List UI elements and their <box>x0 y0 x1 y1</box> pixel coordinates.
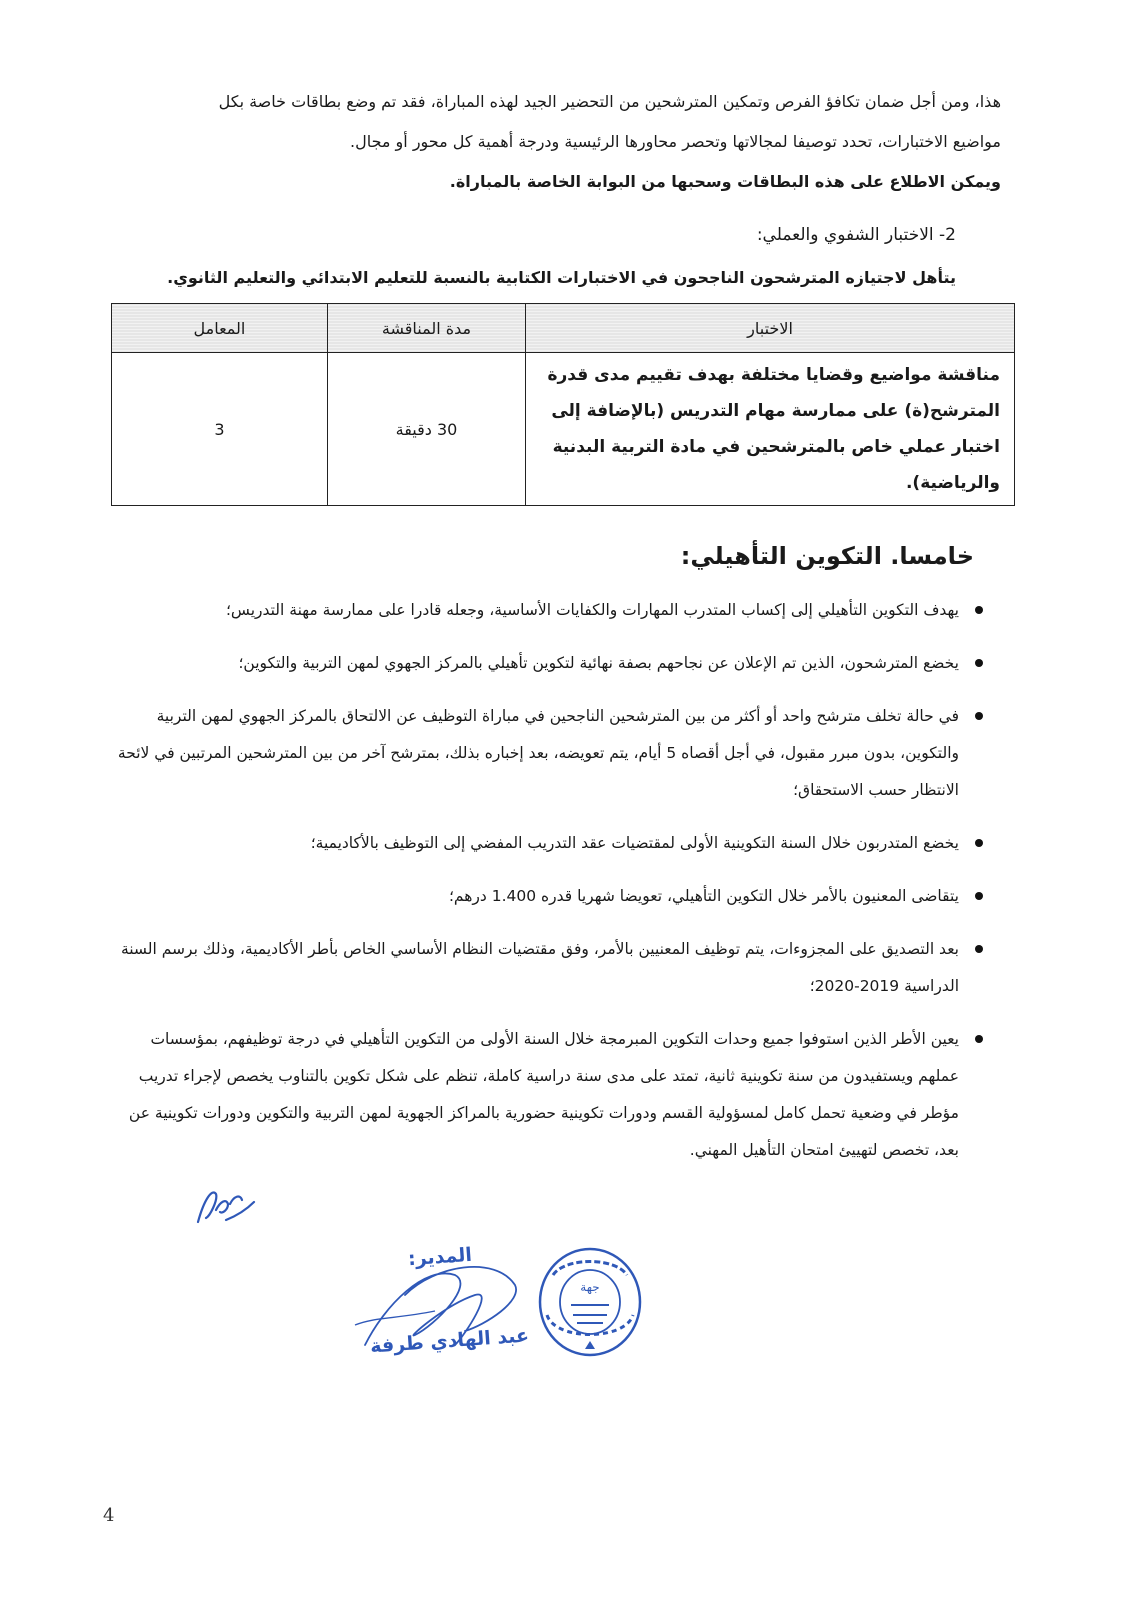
list-item <box>105 1021 979 1169</box>
header-exam: الاختبار <box>526 304 1015 353</box>
bullet-dot-icon <box>975 1035 983 1043</box>
list-item-text: بعد التصديق على المجزوءات، يتم توظيف المعنيين بالأمر، وفق مقتضيات النظام الأساسي الخاص بأطر الأكاديمية، وذلك برسم السنة الدراسية 2019-2020؛ <box>120 940 959 995</box>
intro-line-3: ويمكن الاطلاع على هذه البطاقات وسحبها من البوابة الخاصة بالمباراة. <box>449 172 1001 191</box>
bullet-dot-icon <box>975 839 983 847</box>
intro-line-1: هذا، ومن أجل ضمان تكافؤ الفرص وتمكين المترشحين من التحضير الجيد لهذه المباراة، فقد تم وضع بطاقات خاصة بكل <box>218 92 1001 111</box>
list-item-text: يتقاضى المعنيون بالأمر خلال التكوين التأهيلي، تعويضا شهريا قدره 1.400 درهم؛ <box>449 887 959 905</box>
cell-exam-description: مناقشة مواضيع وقضايا مختلفة بهدف تقييم مدى قدرة المترشح(ة) على ممارسة مهام التدريس (بالإضافة إلى اختبار عملي خاص بالمترشحين في مادة التربية البدنية والرياضية). <box>526 353 1015 506</box>
director-label: المدير: <box>407 1243 473 1271</box>
page-number: 4 <box>103 1505 115 1526</box>
intro-paragraph <box>105 82 1001 202</box>
bullet-dot-icon <box>975 712 983 720</box>
list-item-text: يخضع المترشحون، الذين تم الإعلان عن نجاحهم بصفة نهائية لتكوين تأهيلي بالمركز الجهوي لمهن التربية والتكوين؛ <box>238 654 959 672</box>
list-item <box>105 698 979 809</box>
cell-coefficient: 3 <box>112 353 328 506</box>
section-2-subtitle: يتأهل لاجتيازه المترشحون الناجحون في الاختبارات الكتابية بالنسبة للتعليم الابتدائي والتعليم الثانوي. <box>167 268 956 287</box>
table-row <box>112 353 1015 506</box>
section-2-title: 2- الاختبار الشفوي والعملي: <box>756 225 956 245</box>
list-item <box>105 931 979 1005</box>
header-coefficient: المعامل <box>112 304 328 353</box>
list-item <box>105 825 979 862</box>
list-item-text: يخضع المتدربون خلال السنة التكوينية الأولى لمقتضيات عقد التدريب المفضي إلى التوظيف بالأكاديمية؛ <box>310 834 959 852</box>
bullet-dot-icon <box>975 606 983 614</box>
initials-signature-icon <box>190 1180 260 1230</box>
header-duration: مدة المناقشة <box>327 304 525 353</box>
bullet-dot-icon <box>975 659 983 667</box>
training-bullet-list <box>105 592 979 1185</box>
seal-text: جهة <box>580 1280 600 1294</box>
director-name: عبد الهادي طرفة <box>369 1324 530 1358</box>
list-item <box>105 645 979 682</box>
official-seal-icon <box>535 1245 645 1360</box>
section-5-title: خامسا. التكوين التأهيلي: <box>680 542 974 570</box>
exam-table <box>111 303 1015 506</box>
cell-duration: 30 دقيقة <box>327 353 525 506</box>
intro-line-2: مواضيع الاختبارات، تحدد توصيفا لمجالاتها وتحصر محاورها الرئيسية ودرجة أهمية كل محور أو مجال. <box>349 132 1001 151</box>
list-item-text: يهدف التكوين التأهيلي إلى إكساب المتدرب المهارات والكفايات الأساسية، وجعله قادرا على ممارسة مهنة التدريس؛ <box>226 601 959 619</box>
list-item-text: في حالة تخلف مترشح واحد أو أكثر من بين المترشحين الناجحين في مباراة التوظيف عن الالتحاق بالمركز الجهوي لمهن التربية والتكوين، بدون مبرر مقبول، في أجل أقصاه 5 أيام، يتم تعويضه، بعد إخباره بذلك، بمترشح آخر من بين المترشحين المرتبين في لائحة الانتظار حسب الاستحقاق؛ <box>117 707 959 799</box>
bullet-dot-icon <box>975 892 983 900</box>
bullet-dot-icon <box>975 945 983 953</box>
list-item <box>105 878 979 915</box>
table-header-row <box>112 304 1015 353</box>
list-item-text: يعين الأطر الذين استوفوا جميع وحدات التكوين المبرمجة خلال السنة الأولى من التكوين التأهيلي في درجة توظيفهم، بمؤسسات عملهم ويستفيدون من سنة تكوينية ثانية، تمتد على مدى سنة دراسية كاملة، تنظم على شكل تكوين بالتناوب يخصص لإجراء تدريب مؤطر في وضعية تحمل كامل لمسؤولية القسم ودورات تكوينية حضورية بالمراكز الجهوية لمهن التربية والتكوين ودورات تكوينية عن بعد، تخصص لتهييئ امتحان التأهيل المهني. <box>128 1030 959 1159</box>
list-item <box>105 592 979 629</box>
